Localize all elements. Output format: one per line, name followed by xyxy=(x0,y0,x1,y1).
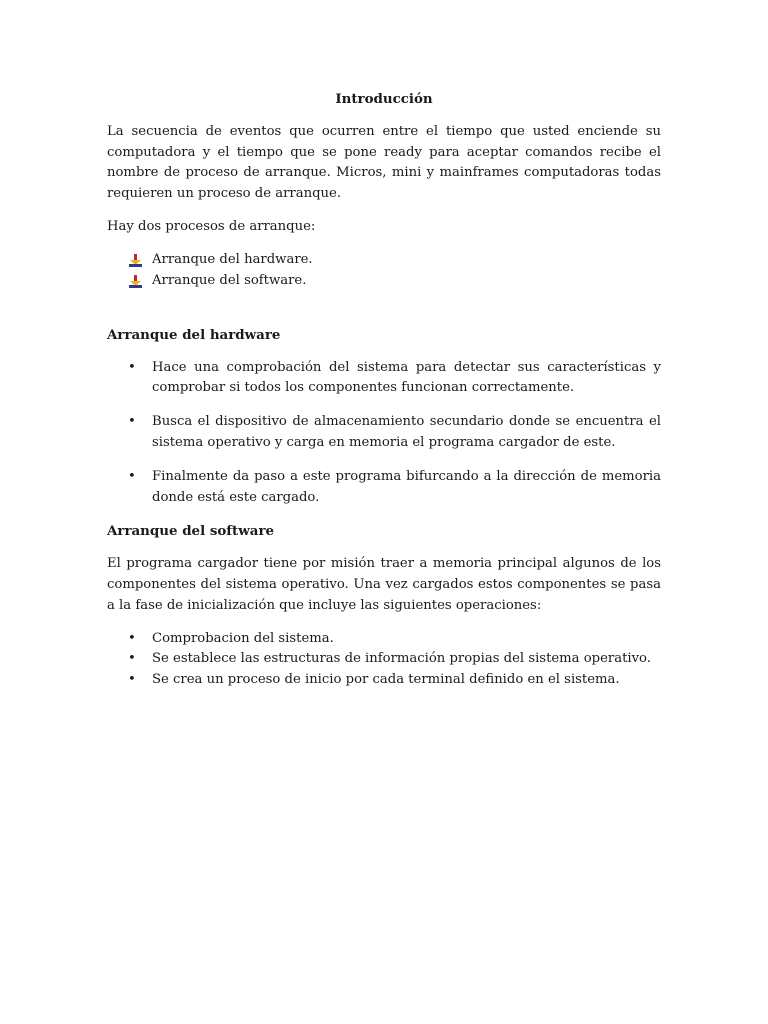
list-item xyxy=(107,670,661,691)
list-item-text: Finalmente da paso a este programa bifurcando a la dirección de memoria donde está este cargado. xyxy=(152,468,661,505)
arrow-bullet-icon xyxy=(128,275,144,288)
list-item-text: Busca el dispositivo de almacenamiento secundario donde se encuentra el sistema operativo y carga en memoria el programa cargador de este. xyxy=(152,414,661,450)
bullet-icon: • xyxy=(128,672,136,688)
software-paragraph: El programa cargador tiene por misión traer a memoria principal algunos de los componentes del sistema operativo. Una vez cargados estos componentes se pasa a la fase de inicialización que incluye las siguientes operaciones: xyxy=(107,556,661,613)
processes-list xyxy=(107,250,661,292)
list-item xyxy=(107,271,661,292)
list-item-text: Se crea un proceso de inicio por cada terminal definido en el sistema. xyxy=(152,672,620,688)
processes-label: Hay dos procesos de arranque: xyxy=(107,218,316,234)
document-page xyxy=(107,89,661,691)
list-item xyxy=(107,649,661,670)
bullet-icon: • xyxy=(128,468,136,484)
software-list xyxy=(107,629,661,691)
arrow-bullet-icon xyxy=(128,254,144,267)
list-item-label: Arranque del software. xyxy=(152,272,307,288)
list-item-text: Hace una comprobación del sistema para detectar sus características y comprobar si todos los componentes funcionan correctamente. xyxy=(152,359,661,396)
bullet-icon: • xyxy=(128,414,136,430)
intro-paragraph: La secuencia de eventos que ocurren entre el tiempo que usted enciende su computadora y el tiempo que se pone ready para aceptar comandos recibe el nombre de proceso de arranque. Micros, mini y mainframes computadoras todas requieren un proceso de arranque. xyxy=(107,123,661,202)
bullet-icon: • xyxy=(128,651,136,667)
list-item-label: Arranque del hardware. xyxy=(152,251,313,267)
list-item xyxy=(107,358,661,400)
bullet-icon: • xyxy=(128,359,136,375)
list-item xyxy=(107,250,661,271)
hardware-heading: Arranque del hardware xyxy=(107,326,281,343)
bullet-icon: • xyxy=(128,630,136,646)
page-title: Introducción xyxy=(335,91,433,107)
list-item-text: Comprobacion del sistema. xyxy=(152,630,334,646)
list-item xyxy=(107,412,661,454)
list-item-text: Se establece las estructuras de información propias del sistema operativo. xyxy=(152,651,651,667)
hardware-list xyxy=(107,358,661,509)
software-heading: Arranque del software xyxy=(107,523,275,540)
list-item xyxy=(107,467,661,509)
list-item xyxy=(107,629,661,650)
